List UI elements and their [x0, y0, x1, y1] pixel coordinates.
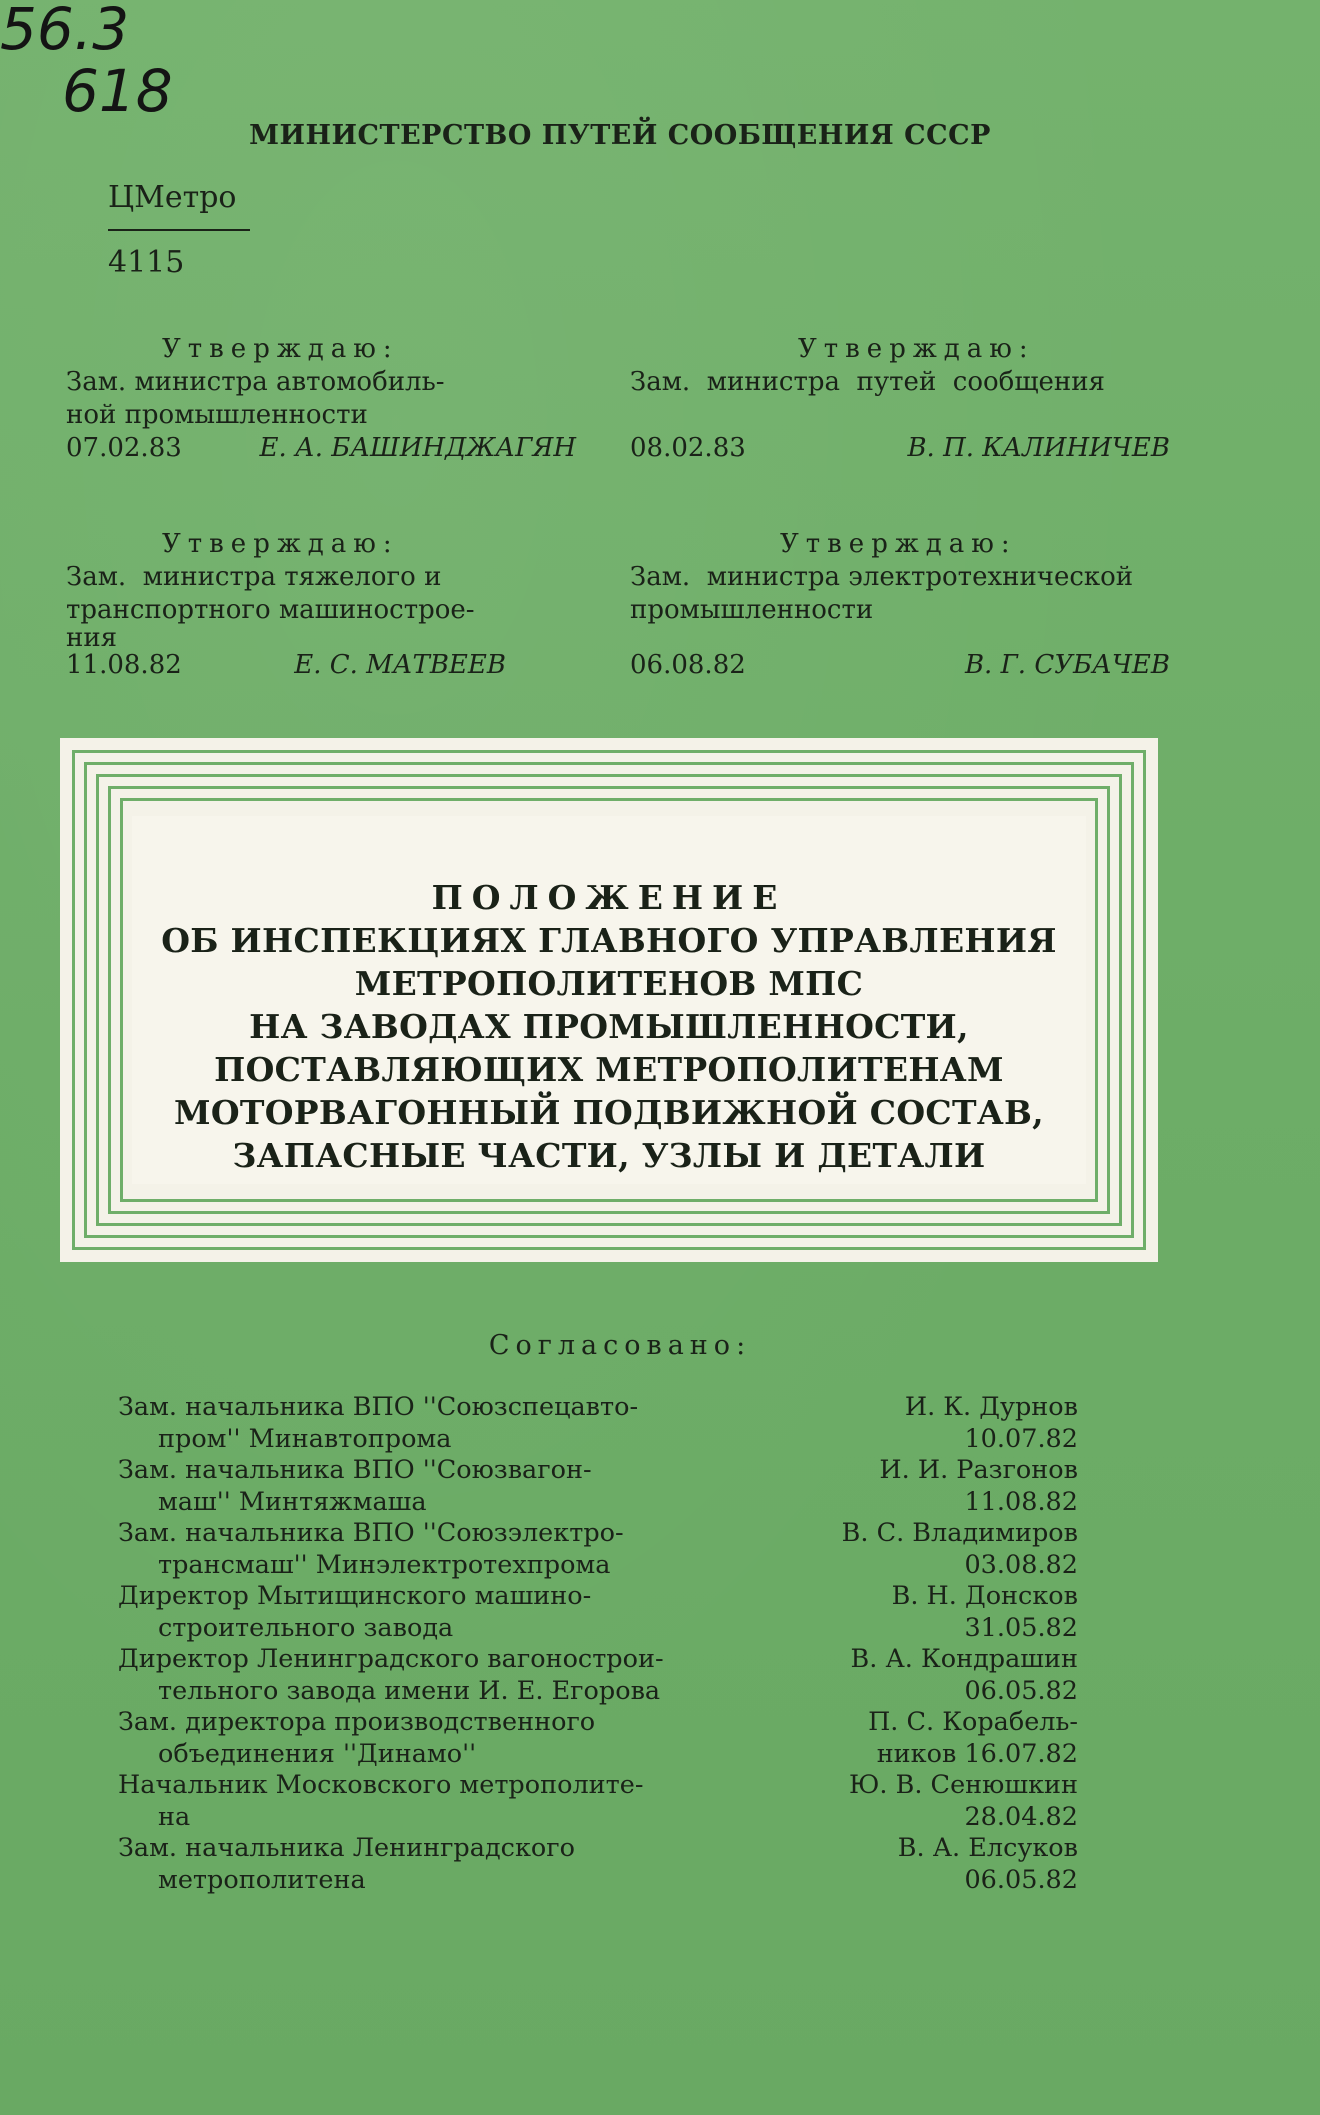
approval-heading: Утверждаю:: [162, 529, 399, 559]
title-line: МОТОРВАГОННЫЙ ПОДВИЖНОЙ СОСТАВ,: [174, 1093, 1044, 1132]
agreed-name: В. С. Владимиров: [841, 1518, 1078, 1548]
agreed-name: И. К. Дурнов: [904, 1392, 1078, 1422]
agreed-position: на: [158, 1801, 191, 1832]
approval-block: [630, 528, 1170, 682]
title-line: МЕТРОПОЛИТЕНОВ МПС: [354, 964, 864, 1003]
approval-spacer: [630, 399, 1170, 432]
agreed-position: маш'' Минтяжмаша: [158, 1486, 427, 1517]
agreed-date: 06.05.82: [964, 1675, 1078, 1706]
ministry-name: МИНИСТЕРСТВО ПУТЕЙ СООБЩЕНИЯ СССР: [249, 120, 991, 151]
approval-spacer: [630, 627, 1170, 649]
agreed-date: 31.05.82: [964, 1612, 1078, 1643]
agreed-name: П. С. Корабель-: [868, 1707, 1078, 1737]
publisher-name: ЦМетро: [108, 180, 237, 215]
approval-position-line: Зам. министра электротехнической: [630, 562, 1134, 592]
approval-signature-row: [630, 649, 1170, 682]
approval-position-line: Зам. министра путей сообщения: [630, 367, 1105, 397]
publisher-number: 4115: [108, 245, 185, 280]
agreed-date: 11.08.82: [964, 1486, 1078, 1517]
agreed-position: метрополитена: [158, 1864, 366, 1895]
agreed-position: Зам. начальника Ленинградского: [118, 1833, 575, 1863]
agreed-position: Директор Мытищинского машино-: [118, 1581, 592, 1611]
approval-position-line: ния: [66, 623, 118, 653]
approval-position-line: транспортного машинострое-: [66, 595, 475, 625]
agreed-position: тельного завода имени И. Е. Егорова: [158, 1675, 661, 1706]
approval-heading: Утверждаю:: [162, 334, 399, 364]
agreed-item: [118, 1455, 1078, 1518]
approval-signer: Е. С. МАТВЕЕВ: [294, 650, 506, 680]
agreed-date: 06.05.82: [964, 1864, 1078, 1895]
agreed-item: [118, 1581, 1078, 1644]
publisher-divider: [108, 229, 250, 231]
approval-date: 08.02.83: [630, 433, 746, 463]
agreed-position: объединения ''Динамо'': [158, 1738, 477, 1769]
agreed-name: В. А. Елсуков: [897, 1833, 1078, 1863]
title-frame: [60, 738, 1158, 1262]
agreed-date: ников 16.07.82: [876, 1738, 1078, 1769]
document-title: [60, 876, 1158, 1177]
agreed-date: 03.08.82: [964, 1549, 1078, 1580]
approval-position-line: ной промышленности: [66, 400, 368, 430]
approval-position-line: Зам. министра автомобиль-: [66, 367, 445, 397]
title-line: НА ЗАВОДАХ ПРОМЫШЛЕННОСТИ,: [249, 1007, 969, 1046]
title-line: ОБ ИНСПЕКЦИЯХ ГЛАВНОГО УПРАВЛЕНИЯ: [161, 921, 1057, 960]
agreed-position: Зам. начальника ВПО ''Союзвагон-: [118, 1455, 592, 1485]
title-main: ПОЛОЖЕНИЕ: [431, 878, 787, 917]
agreed-date: 10.07.82: [964, 1423, 1078, 1454]
approval-signature-row: [66, 649, 506, 682]
agreed-position: Директор Ленинградского вагонострои-: [118, 1644, 664, 1674]
approval-signer: В. П. КАЛИНИЧЕВ: [907, 433, 1170, 463]
agreed-position: трансмаш'' Минэлектротехпрома: [158, 1549, 611, 1580]
approval-signature-row: [66, 432, 576, 465]
approval-heading: Утверждаю:: [798, 334, 1035, 364]
approval-date: 11.08.82: [66, 650, 182, 680]
agreed-position: Начальник Московского метрополите-: [118, 1770, 644, 1800]
handwritten-shelf-mark: 56.3: [0, 0, 130, 63]
agreed-item: [118, 1833, 1078, 1896]
approval-signature-row: [630, 432, 1170, 465]
title-line: ПОСТАВЛЯЮЩИХ МЕТРОПОЛИТЕНАМ: [214, 1050, 1004, 1089]
agreed-item: [118, 1518, 1078, 1581]
agreed-item: [118, 1644, 1078, 1707]
agreed-position: строительного завода: [158, 1612, 454, 1643]
agreed-item: [118, 1770, 1078, 1833]
agreed-name: В. А. Кондрашин: [850, 1644, 1078, 1674]
agreed-name: В. Н. Донсков: [891, 1581, 1078, 1611]
approval-position-line: промышленности: [630, 595, 874, 625]
approval-signer: В. Г. СУБАЧЕВ: [964, 650, 1170, 680]
agreed-position: пром'' Минавтопрома: [158, 1423, 452, 1454]
approval-date: 07.02.83: [66, 433, 182, 463]
approval-date: 06.08.82: [630, 650, 746, 680]
approval-heading: Утверждаю:: [780, 529, 1017, 559]
agreed-name: Ю. В. Сенюшкин: [848, 1770, 1078, 1800]
agreed-item: [118, 1707, 1078, 1770]
agreed-date: 28.04.82: [964, 1801, 1078, 1832]
approval-signer: Е. А. БАШИНДЖАГЯН: [259, 433, 576, 463]
agreed-list: [118, 1392, 1078, 1896]
agreed-position: Зам. начальника ВПО ''Союзспецавто-: [118, 1392, 639, 1422]
handwritten-shelf-number: 618: [62, 57, 173, 125]
approval-position-line: Зам. министра тяжелого и: [66, 562, 442, 592]
agreed-position: Зам. начальника ВПО ''Союзэлектро-: [118, 1518, 624, 1548]
approval-block: [66, 528, 506, 682]
agreed-name: И. И. Разгонов: [879, 1455, 1078, 1485]
approval-block: [630, 333, 1170, 465]
agreed-item: [118, 1392, 1078, 1455]
approval-block: [66, 333, 576, 465]
title-line: ЗАПАСНЫЕ ЧАСТИ, УЗЛЫ И ДЕТАЛИ: [232, 1136, 986, 1175]
agreed-position: Зам. директора производственного: [118, 1707, 596, 1737]
agreed-heading: Согласовано:: [488, 1330, 752, 1361]
